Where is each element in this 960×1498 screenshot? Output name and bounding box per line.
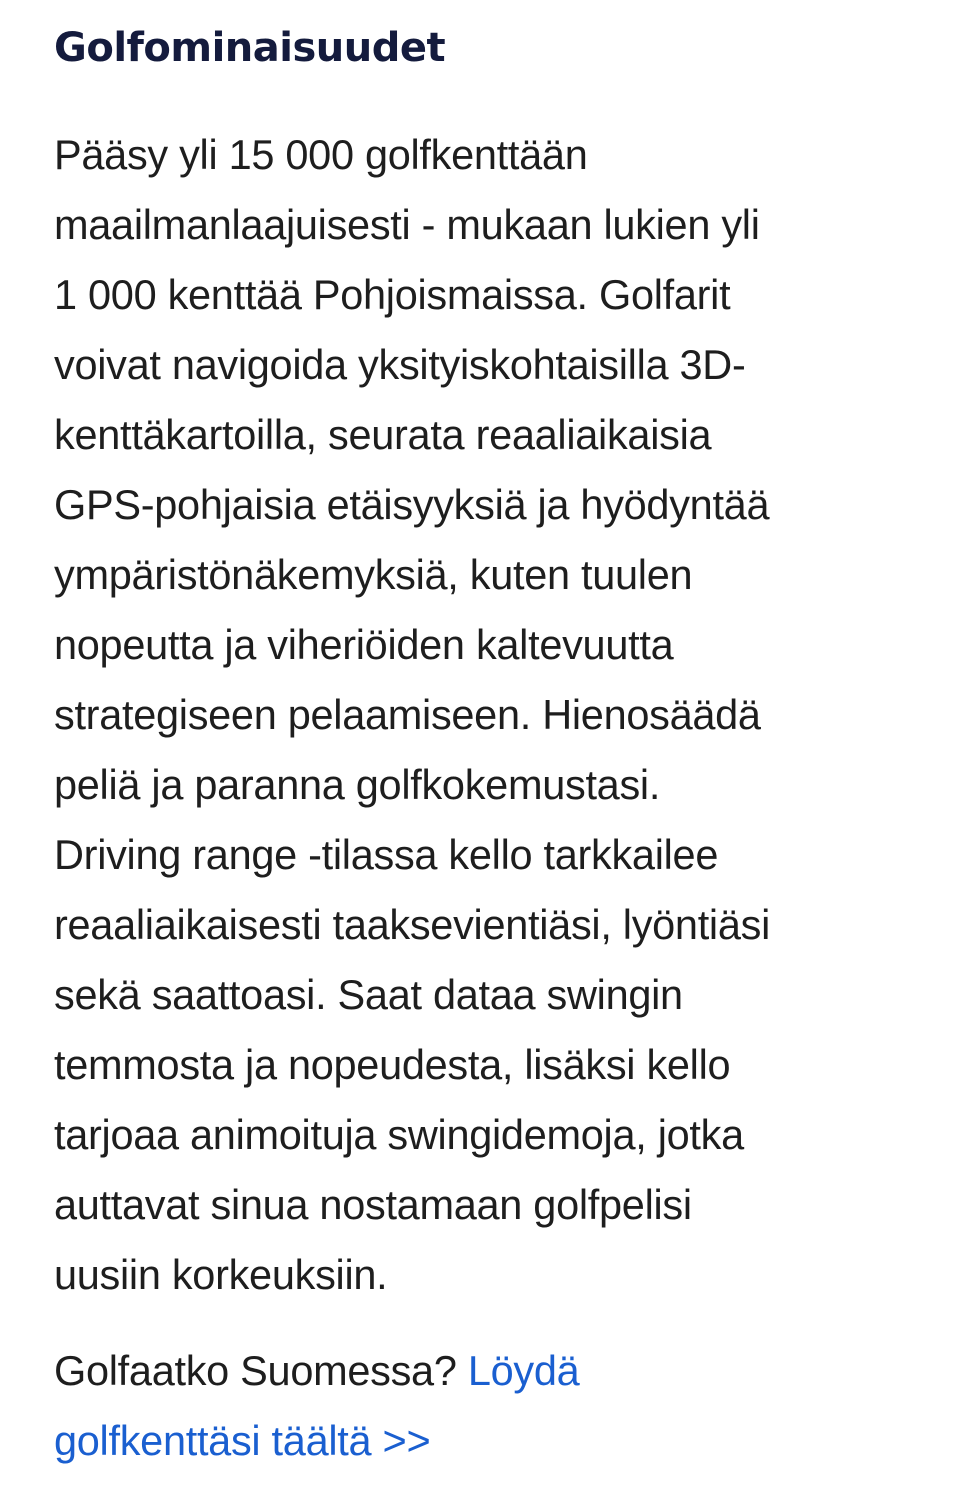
description-line: 1 000 kenttää Pohjoismaissa. Golfarit	[54, 271, 731, 318]
description-line: kenttäkartoilla, seurata reaaliaikaisia	[54, 411, 712, 458]
golf-features-section	[54, 20, 934, 1476]
description-line: reaaliaikaisesti taaksevientiäsi, lyöntiäsi	[54, 901, 771, 948]
description-line: tarjoaa animoituja swingidemoja, jotka	[54, 1111, 744, 1158]
description-line: ympäristönäkemyksiä, kuten tuulen	[54, 551, 693, 598]
description-line: GPS-pohjaisia etäisyyksiä ja hyödyntää	[54, 481, 770, 528]
feature-description	[54, 120, 934, 1310]
find-course-link-line2[interactable]: golfkenttäsi täältä >>	[54, 1417, 431, 1464]
description-line: uusiin korkeuksiin.	[54, 1251, 388, 1298]
description-line: strategiseen pelaamiseen. Hienosäädä	[54, 691, 761, 738]
description-line: Driving range -tilassa kello tarkkailee	[54, 831, 719, 878]
description-line: peliä ja paranna golfkokemustasi.	[54, 761, 661, 808]
description-line: sekä saattoasi. Saat dataa swingin	[54, 971, 683, 1018]
find-course-link-line1[interactable]: Löydä	[467, 1347, 580, 1394]
description-line: voivat navigoida yksityiskohtaisilla 3D-	[54, 341, 746, 388]
description-line: maailmanlaajuisesti - mukaan lukien yli	[54, 201, 760, 248]
cta-question: Golfaatko Suomessa?	[54, 1347, 468, 1394]
section-heading: Golfominaisuudet	[54, 25, 446, 71]
course-finder-prompt	[54, 1336, 934, 1476]
description-line: nopeutta ja viheriöiden kaltevuutta	[54, 621, 674, 668]
description-line: Pääsy yli 15 000 golfkenttään	[54, 131, 588, 178]
description-line: auttavat sinua nostamaan golfpelisi	[54, 1181, 692, 1228]
description-line: temmosta ja nopeudesta, lisäksi kello	[54, 1041, 731, 1088]
